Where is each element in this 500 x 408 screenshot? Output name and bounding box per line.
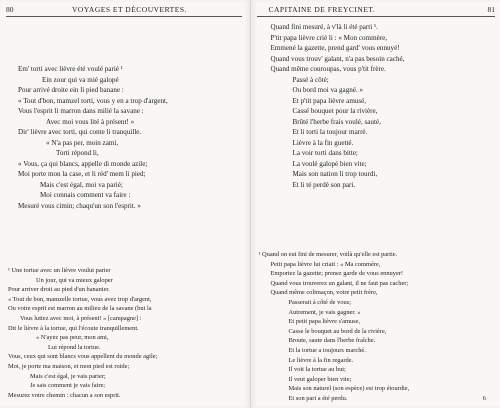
poem-line: Mesuré vous cimin; chaqu'un son l'esprit. »	[18, 201, 141, 210]
poem-line: « Tout d'bon, mamzel torti, vous y en a trop d'argent,	[18, 96, 168, 105]
poem-line: Em' torti avec lièvre été voulé parié ¹	[18, 65, 123, 73]
footnote-line: Autrement, je vais gagner. »	[288, 308, 361, 316]
footnote-line: « N'ayez pas peur, mon ami,	[36, 334, 109, 342]
footnote-line: Vous luttez avec moi, à présent! » [campagne] :	[20, 314, 142, 322]
poem-line: Dir' lièvre avec torti, qui conte li tranquille.	[18, 128, 142, 136]
poem-line: « N'a pas per, moin zami,	[46, 138, 119, 147]
poem-line: Mais c'est égal, moi va parié;	[40, 180, 123, 189]
footnote-line: Je sais comment je vais faire;	[30, 382, 106, 390]
footnote-text	[8, 266, 157, 400]
signature-mark: 6	[482, 395, 486, 402]
poem-line: Passé à côté;	[292, 75, 329, 84]
footnote-line: Lui répond la tortue.	[48, 343, 101, 351]
poem-line: Torti répond li,	[56, 149, 99, 157]
poem-line: Et li té perdé son pari.	[292, 180, 356, 189]
poem-line: Ein zour qui va mié galopé	[42, 75, 119, 84]
poem-line: La voulé galopé bien vite;	[292, 159, 367, 168]
footnote-line: ¹ Quand on eut fini de mesurer, voilà qu'elle est partie.	[258, 251, 398, 258]
poem-line: Emmené la gazette, prend gard' vous ennuyé!	[270, 44, 400, 52]
footnote-line: Mesurez votre chemin : chacun a son esprit.	[8, 391, 121, 399]
running-header: VOYAGES ET DÉCOUVERTES.	[72, 5, 187, 14]
footnote-text	[259, 250, 410, 404]
footnote-line: Un jour, qui va mieux galoper	[36, 276, 113, 284]
poem-line: Et li torti la toujour marré.	[292, 128, 368, 136]
footnote-line: Casse le bouquet au bord de la rivière,	[288, 327, 387, 335]
poem-line: Quand même couroupas, vous p'tit frère.	[270, 65, 386, 73]
footnote-line: Broute, saute dans l'herbe fraîche.	[288, 337, 376, 345]
footnote-line: Moi, je porte ma maison, et mon pied est roide;	[8, 362, 130, 370]
poem-line: P'tit papa lièvre crié li : « Mon commère,	[270, 33, 388, 42]
footnote-line: Pour arriver droit au pied d'un bananier.	[8, 286, 110, 294]
poem-line: Cassé bouquet pour la rivière,	[292, 107, 378, 115]
footnote-line: Mais c'est égal, je vais parier;	[30, 372, 106, 380]
header-rule	[257, 16, 496, 17]
footnote-line: Et son pari a été perdu.	[288, 394, 348, 402]
poem-text	[18, 64, 168, 211]
poem-line: Avec moi vous lité à présent! »	[46, 117, 135, 126]
poem-line: Et p'tit papa lièvre amusé,	[292, 96, 367, 105]
poem-text	[271, 22, 405, 190]
poem-line: Quand vous trouv' galant, n'a pas besoin caché,	[270, 54, 405, 63]
poem-line: Ou bord moi va gagné. »	[292, 86, 364, 94]
poem-line: Lièvre à la fin guetté.	[292, 138, 354, 147]
poem-line: Moi connais comment va faire :	[40, 191, 131, 199]
footnote-line: Ou votre esprit est marron au milieu de la savane (but la	[8, 305, 152, 313]
footnote-line: Le lièvre à la fin regarde.	[288, 356, 354, 364]
poem-line: Mais son nation li trop tourdi,	[292, 170, 378, 178]
poem-line: Pour arrivé droite ein li pied banane :	[18, 86, 124, 94]
page-number: 80	[6, 5, 14, 14]
footnote-line: Vous, ceux qui sont blancs vous appellent du monde agile;	[8, 353, 158, 361]
poem-line: Quand fini mesuré, à v'là li été parti ¹.	[270, 23, 378, 31]
footnote-line: Et la tortue a toujours marché.	[288, 346, 366, 354]
footnote-line: Et petit papa lièvre s'amuse,	[288, 318, 361, 326]
footnote-line: Petit papa lièvre lui criait : « Ma commère,	[270, 260, 381, 268]
footnote-line: Quand vous trouverez un galant, il ne faut pas cacher;	[270, 279, 409, 287]
footnote-line: Il voit la tortue au but;	[288, 366, 346, 374]
footnote-line: Dit le lièvre à la tortue, qui l'écoute tranquillement.	[8, 324, 139, 332]
right-page	[251, 0, 500, 408]
footnote-line: « Tout de bon, mamzelle tortue, vous avez trop d'argent,	[8, 295, 152, 303]
poem-line: Vous l'esprit li marron dans milié la savane :	[18, 107, 144, 115]
poem-line: « Vous, ça qui blancs, appelle di monde azile;	[18, 159, 148, 168]
page-number: 81	[487, 5, 495, 14]
footnote-line: Emportez la gazette; prenez garde de vous ennuyer!	[270, 270, 404, 278]
footnote-line: Mais son naturel (son espèce) est trop étourdie,	[288, 385, 410, 393]
poem-line: Moi porte mon la case, et li réd' mem li pied;	[18, 170, 146, 178]
footnote-line: Il veut galoper bien vite;	[288, 375, 352, 383]
poem-line: La voir torti dans bitte;	[292, 149, 358, 157]
running-header: CAPITAINE DE FREYCINET.	[268, 5, 376, 14]
poem-line: Brûté l'herbe frais voulé, sauté,	[292, 117, 381, 126]
footnote-line: Passerait à côté de vous;	[288, 298, 351, 306]
footnote-line: Quand même colimaçon, votre petit frère,	[270, 289, 378, 297]
footnote-line: ¹ Une tortue avec un lièvre voulut parier	[8, 267, 111, 274]
header-rule	[6, 16, 242, 17]
